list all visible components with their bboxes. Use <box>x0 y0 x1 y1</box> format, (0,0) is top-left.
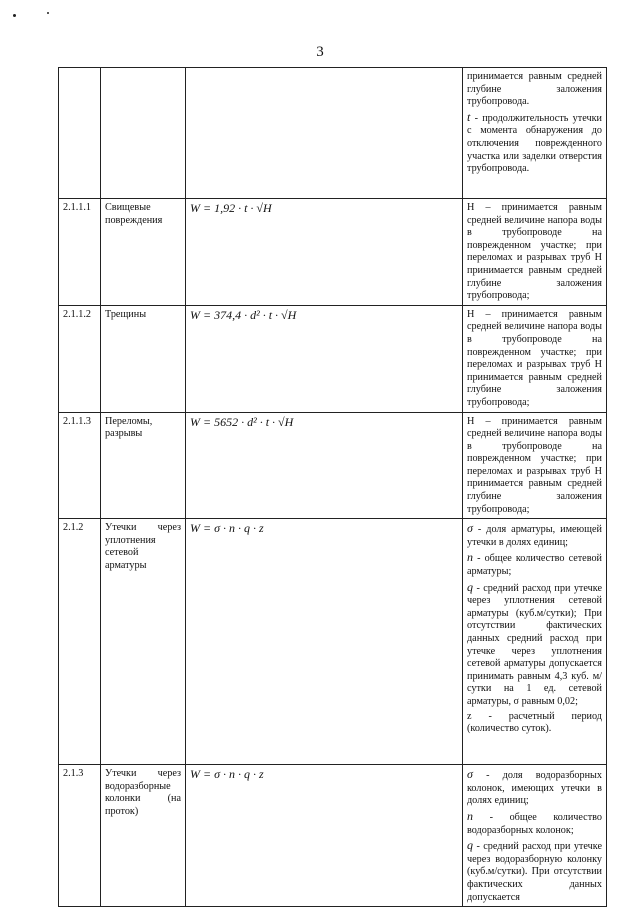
description-text: - продолжительность утечки с момента обнаружения до отключения поврежденного участка или заделки отверстия трубопровода. <box>467 112 602 175</box>
description-paragraph <box>467 416 602 517</box>
row-number <box>59 68 101 199</box>
row-description <box>463 305 607 412</box>
description-text: - средний расход при утечке через уплотнения сетевой арматуры (куб.м/сутки); При отсутствии фактических данных средний расход при утечке через уплотнения сетевой арматуры допускается принимать равным 4,3 куб. м/сутки на 1 ед. сетевой арматуры, σ равным 0,02; <box>467 582 602 707</box>
table-row <box>59 68 607 199</box>
description-text: - средний расход при утечке через водоразборную колонку (куб.м/сутки). При отсутствии фактических данных допускается <box>467 841 602 903</box>
page-number: 3 <box>316 44 324 60</box>
description-paragraph <box>467 309 602 410</box>
math-symbol: q <box>467 579 473 594</box>
row-name: Утечки через уплотнения сетевой арматуры <box>101 519 186 765</box>
leakage-table <box>58 67 607 907</box>
row-description <box>463 199 607 306</box>
row-description <box>463 68 607 199</box>
description-paragraph <box>467 581 602 709</box>
math-symbol: σ <box>467 521 473 536</box>
table-row <box>59 305 607 412</box>
row-number: 2.1.2 <box>59 519 101 765</box>
row-number: 2.1.1.3 <box>59 412 101 519</box>
description-text: - доля арматуры, имеющей утечки в долях единиц; <box>467 524 602 548</box>
row-name: Переломы, разрывы <box>101 412 186 519</box>
scan-speck <box>47 12 49 14</box>
row-name <box>101 68 186 199</box>
description-paragraph <box>467 202 602 303</box>
math-symbol: σ <box>467 767 473 782</box>
description-paragraph <box>467 71 602 109</box>
description-text: Н – принимается равным средней величине напора воды в трубопроводе на поврежденном участке; при переломах и разрывах труб Н принимается равным средней глубине заложения трубопровода; <box>467 308 602 408</box>
row-formula: W = σ · n · q · z <box>186 765 463 907</box>
row-description <box>463 412 607 519</box>
row-description <box>463 765 607 907</box>
scan-speck <box>13 14 16 17</box>
row-number: 2.1.1.2 <box>59 305 101 412</box>
math-symbol: q <box>467 838 473 853</box>
description-text: z - расчетный период (количество суток). <box>467 710 602 735</box>
table-row <box>59 199 607 306</box>
row-name: Трещины <box>101 305 186 412</box>
description-text: - общее количество сетевой арматуры; <box>467 553 602 578</box>
description-text: принимается равным средней глубине заложения трубопровода. <box>467 71 602 108</box>
math-symbol: t <box>467 109 471 124</box>
description-paragraph <box>467 810 602 837</box>
description-text: - общее количество водоразборных колонок; <box>467 812 602 836</box>
description-paragraph <box>467 111 602 176</box>
row-formula: W = 1,92 · t · √H <box>186 199 463 306</box>
description-paragraph <box>467 711 602 736</box>
description-text: Н – принимается равным средней величине напора воды в трубопроводе на поврежденном участке; при переломах и разрывах труб Н принимается равным средней глубине заложения трубопровода; <box>467 415 602 515</box>
description-text: - доля водоразборных колонок, имеющих утечки в долях единиц; <box>467 770 602 807</box>
description-text: Н – принимается равным средней величине напора воды в трубопроводе на поврежденном участке; при переломах и разрывах труб Н принимается равным средней глубине заложения трубопровода; <box>467 202 602 302</box>
table-row <box>59 519 607 765</box>
table-row <box>59 765 607 907</box>
row-description <box>463 519 607 765</box>
description-paragraph <box>467 768 602 808</box>
description-paragraph <box>467 839 602 904</box>
math-symbol: n <box>467 809 473 824</box>
description-paragraph <box>467 522 602 549</box>
table-row <box>59 412 607 519</box>
row-name: Утечки через водоразборные колонки (на проток) <box>101 765 186 907</box>
math-symbol: n <box>467 550 473 565</box>
description-paragraph <box>467 551 602 578</box>
row-formula: W = 374,4 · d² · t · √H <box>186 305 463 412</box>
row-number: 2.1.3 <box>59 765 101 907</box>
row-formula <box>186 68 463 199</box>
row-formula: W = σ · n · q · z <box>186 519 463 765</box>
row-name: Свищевые повреждения <box>101 199 186 306</box>
row-number: 2.1.1.1 <box>59 199 101 306</box>
row-formula: W = 5652 · d² · t · √H <box>186 412 463 519</box>
